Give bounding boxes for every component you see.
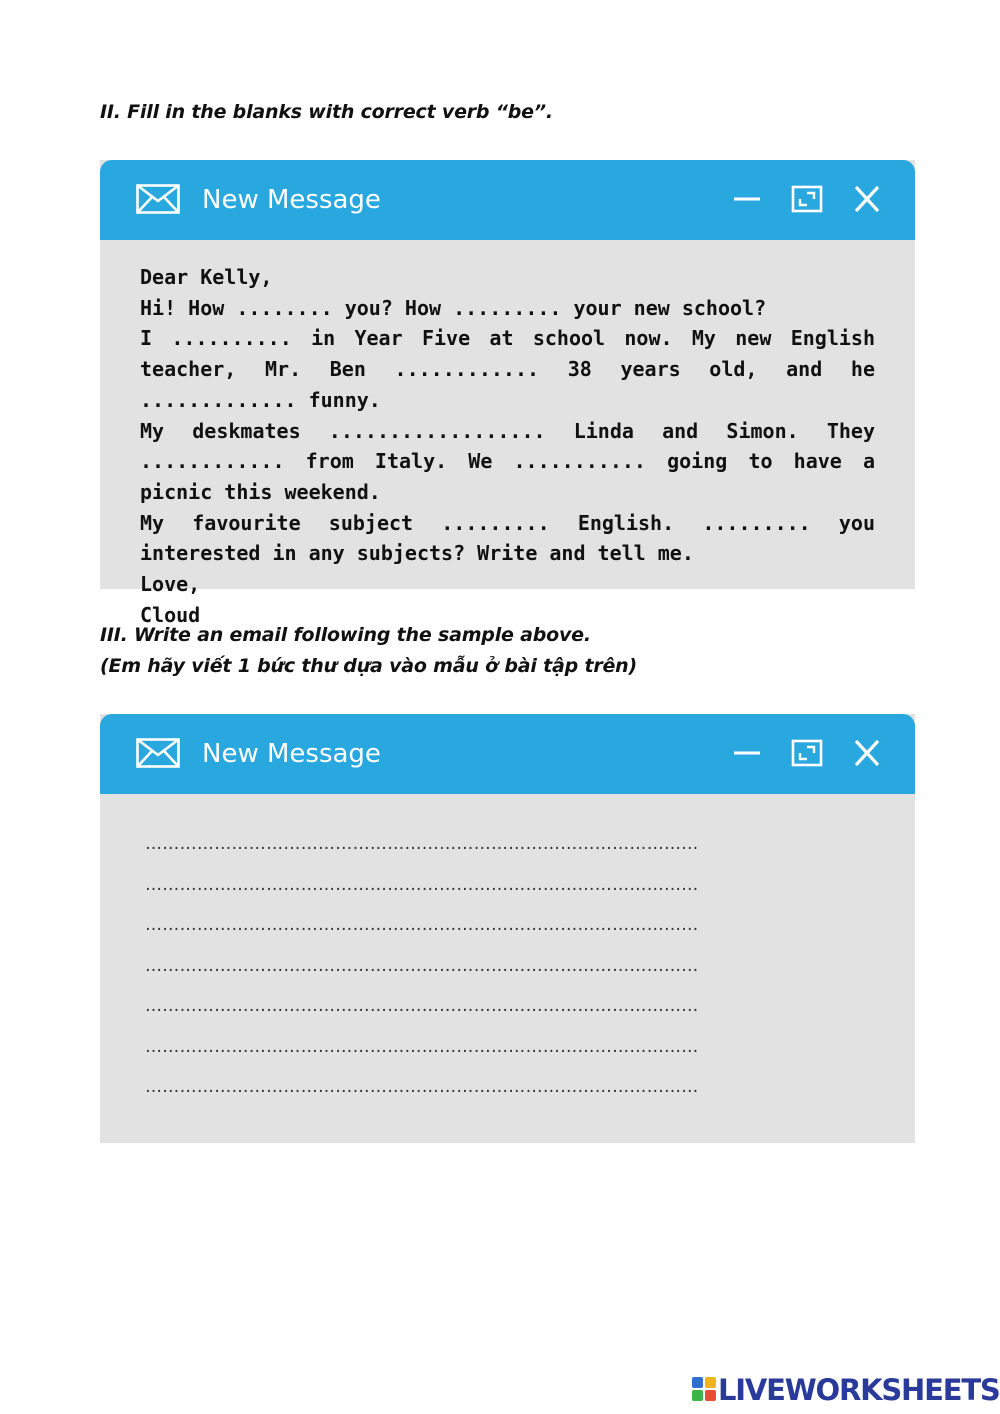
- envelope-icon: [136, 184, 180, 214]
- answer-line[interactable]: ……………………………………………………………………………………: [145, 996, 699, 1016]
- compose-body[interactable]: [100, 794, 915, 1108]
- section-3-subheading: (Em hãy viết 1 bức thư dựa vào mẫu ở bài tập trên): [100, 655, 637, 677]
- answer-line[interactable]: ……………………………………………………………………………………: [145, 1077, 699, 1097]
- answer-line[interactable]: ……………………………………………………………………………………: [145, 1036, 699, 1057]
- minimize-icon[interactable]: [730, 184, 764, 214]
- answer-line[interactable]: ……………………………………………………………………………………: [145, 834, 699, 854]
- letter-paragraph: Hi! How ........ you? How ......... your new school?: [140, 295, 767, 320]
- answer-line[interactable]: ……………………………………………………………………………………: [145, 955, 699, 976]
- letter-signature: Cloud: [140, 602, 201, 627]
- liveworksheets-logo[interactable]: [692, 1372, 1000, 1408]
- section-2-heading: II. Fill in the blanks with correct verb “be”.: [100, 101, 553, 123]
- window-titlebar: [100, 160, 915, 240]
- window-title: New Message: [202, 739, 381, 769]
- letter-paragraph: My favourite subject ......... English. ......... you interested in any subjects? Write and tell me.: [140, 510, 875, 566]
- message-window-compose: [100, 714, 915, 1143]
- letter-closing: Love,: [140, 572, 201, 597]
- close-icon[interactable]: [850, 184, 884, 214]
- letter-body: [100, 240, 915, 630]
- letter-paragraph: I .......... in Year Five at school now. My new English teacher, Mr. Ben ............ 38 years old, and he ............. funny.: [140, 326, 875, 412]
- message-window-sample: [100, 160, 915, 627]
- window-titlebar: [100, 714, 915, 794]
- close-icon[interactable]: [850, 738, 884, 768]
- letter-greeting: Dear Kelly,: [140, 265, 273, 289]
- envelope-icon: [136, 738, 180, 768]
- logo-mark-icon: [692, 1377, 716, 1401]
- letter-paragraph: My deskmates .................. Linda and Simon. They ............ from Italy. We ........... going to have a picnic this weekend.: [140, 418, 875, 504]
- window-title: New Message: [202, 185, 381, 215]
- maximize-icon[interactable]: [790, 738, 824, 768]
- logo-text: LIVEWORKSHEETS: [718, 1373, 1000, 1407]
- section-3-heading: III. Write an email following the sample above.: [100, 624, 591, 646]
- answer-line[interactable]: ……………………………………………………………………………………: [145, 915, 699, 935]
- minimize-icon[interactable]: [730, 738, 764, 768]
- answer-line[interactable]: ……………………………………………………………………………………: [145, 874, 699, 895]
- maximize-icon[interactable]: [790, 184, 824, 214]
